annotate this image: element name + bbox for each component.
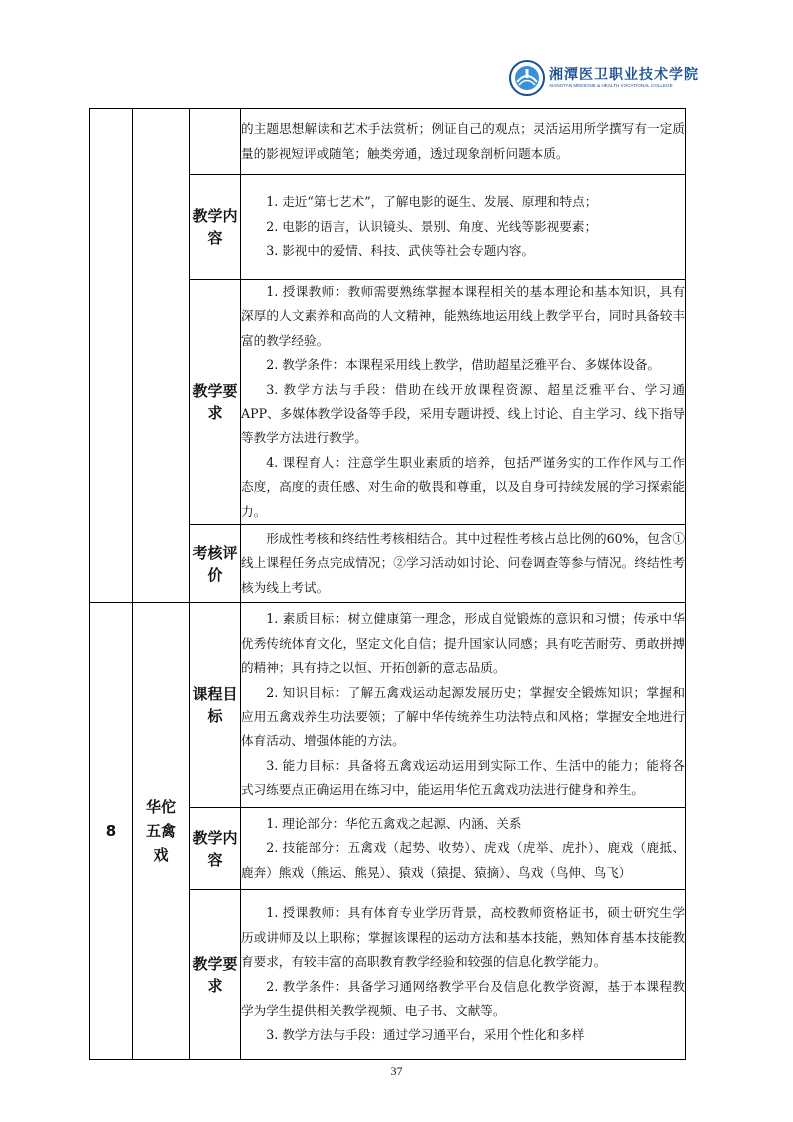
row-number-cell — [90, 109, 133, 603]
objective-item: 1. 素质目标：树立健康第一理念，形成自觉锻炼的意识和习惯；传承中华优秀传统体育文化，坚定文化自信；提升国家认同感；具有吃苦耐劳、勇敢拼搏的精神；具有持之以恒、开拓创新的意志品质。 — [241, 611, 685, 676]
table-row — [90, 109, 686, 175]
course-name-cell — [133, 603, 190, 1060]
course-objectives-label: 课程目标 — [190, 603, 241, 808]
college-seal-icon — [509, 60, 545, 96]
college-logo — [509, 60, 699, 100]
teaching-content-label: 教学内容 — [190, 175, 241, 280]
course-name-cell — [133, 109, 190, 603]
requirement-item: 1. 授课教师：具有体育专业学历背景，高校教师资格证书，硕士研究生学历或讲师及以上职称；掌握该课程的运动方法和基本技能，熟知体育基本技能教育要求，有较丰富的高职教育教学经验和较强的信息化教学能力。 — [241, 905, 685, 970]
requirement-item: 2. 教学条件：具备学习通网络教学平台及信息化教学资源，基于本课程教学为学生提供相关教学视频、电子书、文献等。 — [241, 978, 685, 1018]
teaching-requirements-cell — [241, 280, 686, 525]
course-objectives-cell — [241, 603, 686, 808]
curriculum-table — [89, 108, 686, 1060]
table-row — [90, 603, 686, 808]
teaching-content-cell — [241, 175, 686, 280]
assessment-text: 形成性考核和终结性考核相结合。其中过程性考核占总比例的60%，包含①线上课程任务点完成情况；②学习活动如讨论、问卷调查等参与情况。终结性考核为线上考试。 — [241, 530, 685, 595]
page-number: 37 — [390, 1064, 403, 1078]
requirement-item: 3. 教学方法与手段：借助在线开放课程资源、超星泛雅平台、学习通APP、多媒体教学设备等手段，采用专题讲授、线上讨论、自主学习、线下指导等教学方法进行教学。 — [241, 381, 685, 446]
objective-item: 2. 知识目标：了解五禽戏运动起源发展历史；掌握安全锻炼知识；掌握和应用五禽戏养生功法要领；了解中华传统养生功法特点和风格；掌握安全地进行体育活动、增强体能的方法。 — [241, 684, 685, 749]
label-cell — [190, 109, 241, 175]
content-item: 1. 走近“第七艺术”，了解电影的诞生、发展、原理和特点； — [266, 194, 598, 210]
requirement-item: 4. 课程育人：注意学生职业素质的培养，包括严谨务实的工作作风与工作态度，高度的责任感、对生命的敬畏和尊重，以及自身可持续发展的学习探索能力。 — [241, 454, 685, 519]
assessment-cell — [241, 525, 686, 603]
logo-english-name: XIANGTAN MEDICINE & HEALTH VOCATIONAL COLLEGE — [549, 83, 673, 88]
objectives-tail-cell — [241, 109, 686, 175]
teaching-content-label: 教学内容 — [190, 808, 241, 890]
content-item: 2. 电影的语言，认识镜头、景别、角度、光线等影视要素； — [266, 218, 598, 234]
row-number-cell: 8 — [90, 603, 133, 1060]
course-name: 华佗五禽戏 — [145, 798, 176, 865]
content-item: 3. 影视中的爱情、科技、武侠等社会专题内容。 — [266, 243, 535, 259]
content-item: 1. 理论部分：华佗五禽戏之起源、内涵、关系 — [266, 815, 522, 831]
teaching-requirements-cell — [241, 890, 686, 1060]
teaching-requirements-label: 教学要求 — [190, 280, 241, 525]
requirement-item: 1. 授课教师：教师需要熟练掌握本课程相关的基本理论和基本知识，具有深厚的人文素养和高尚的人文精神，能熟练地运用线上教学平台，同时具备较丰富的教学经验。 — [241, 284, 685, 348]
requirement-item: 3. 教学方法与手段：通过学习通平台，采用个性化和多样 — [266, 1027, 585, 1043]
teaching-requirements-label: 教学要求 — [190, 890, 241, 1060]
objectives-tail-text: 的主题思想解读和艺术手法赏析；例证自己的观点；灵活运用所学撰写有一定质量的影视短评或随笔；触类旁通，透过现象剖析问题本质。 — [241, 121, 685, 161]
teaching-content-cell — [241, 808, 686, 890]
requirement-item: 2. 教学条件：本课程采用线上教学，借助超星泛雅平台、多媒体设备。 — [266, 357, 661, 373]
logo-chinese-name: 湘潭医卫职业技术学院 — [549, 67, 699, 83]
objective-item: 3. 能力目标：具备将五禽戏运动运用到实际工作、生活中的能力；能将各式习练要点正确运用在练习中，能运用华佗五禽戏功法进行健身和养生。 — [241, 757, 685, 798]
content-item: 2. 技能部分：五禽戏（起势、收势）、虎戏（虎举、虎扑）、鹿戏（鹿抵、鹿奔）熊戏（熊运、熊晃）、猿戏（猿提、猿摘）、鸟戏（鸟伸、鸟飞） — [241, 840, 685, 880]
assessment-label: 考核评价 — [190, 525, 241, 603]
